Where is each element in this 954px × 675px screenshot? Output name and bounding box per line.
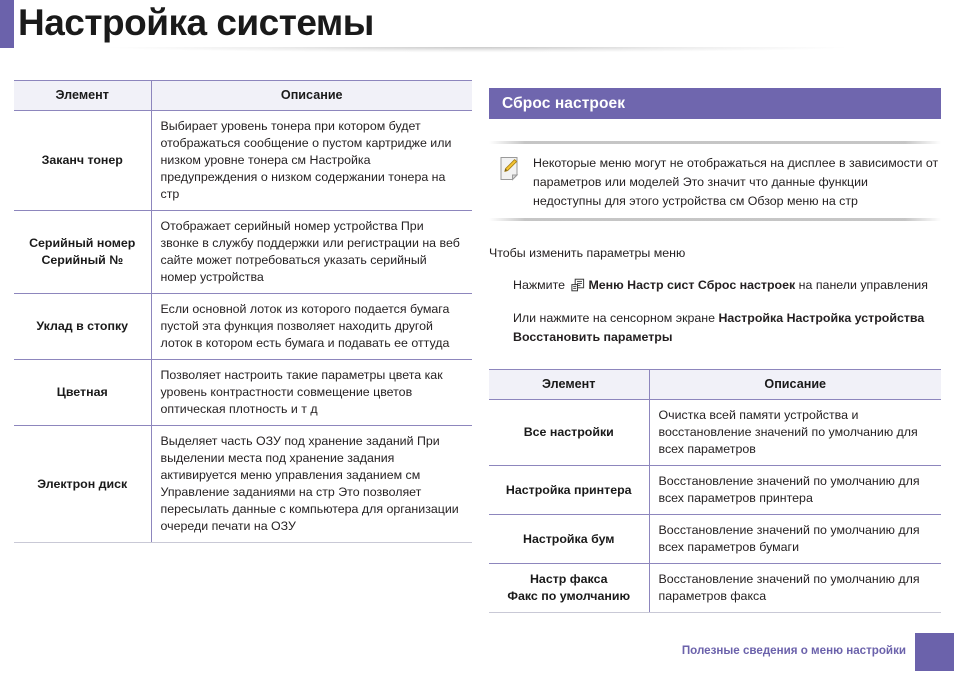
note-rule-bottom	[489, 218, 941, 221]
column-header-item: Элемент	[489, 370, 649, 400]
table-row	[489, 515, 941, 564]
page-title: Настройка системы	[18, 2, 374, 43]
table-row	[489, 466, 941, 515]
table-row	[489, 400, 941, 466]
row-item-cell	[489, 515, 649, 564]
menu-panel-icon	[571, 278, 585, 292]
row-item-cell	[14, 360, 151, 426]
row-description-cell: Восстановление значений по умолчанию для всех параметров принтера	[649, 466, 941, 515]
row-item-sublabel: Факс по умолчанию	[507, 589, 631, 603]
footer-page-number-box	[915, 633, 954, 671]
row-item-label: Уклад в стопку	[36, 319, 129, 333]
table-header-row	[14, 81, 472, 111]
column-header-description: Описание	[151, 81, 472, 111]
row-description-cell: Выделяет часть ОЗУ под хранение заданий При выделении места под хранение задания активируется меню управления заданием см Управление заданиями на стр Это позволяет пересылать данные с компьютера для организации очереди печати на ОЗУ	[151, 426, 472, 543]
left-column	[14, 80, 472, 543]
row-item-cell	[14, 211, 151, 294]
row-item-sublabel: Серийный №	[41, 253, 124, 267]
note-pencil-icon	[499, 156, 523, 182]
step2-bold-device-setup: Настройка устройства	[786, 311, 925, 325]
row-item-cell	[489, 466, 649, 515]
table-row	[14, 111, 472, 211]
step1-bold-menu: Меню	[588, 278, 624, 292]
row-item-label: Настройка бум	[523, 531, 615, 546]
step1-bold-reset-settings: Сброс настроек	[697, 278, 796, 292]
page-header	[0, 0, 954, 60]
step2-bold-restore-params: Восстановить параметры	[513, 330, 673, 344]
note-callout	[489, 141, 941, 221]
row-item-label: Серийный номер	[29, 236, 136, 250]
row-item-label: Цветная	[56, 385, 108, 399]
note-rule-top	[489, 141, 941, 144]
table-row	[489, 564, 941, 613]
section-heading-title: Сброс настроек	[502, 94, 626, 112]
row-description-cell: Выбирает уровень тонера при котором будет отображаться сообщение о пустом картридже или низком уровне тонера см Настройка предупреждения о низком содержании тонера на стр	[151, 111, 472, 211]
row-item-label: Электрон диск	[37, 476, 128, 491]
row-description-cell: Очистка всей памяти устройства и восстановление значений по умолчанию для всех параметров	[649, 400, 941, 466]
row-description-cell: Восстановление значений по умолчанию для параметров факса	[649, 564, 941, 613]
step1-prefix: Нажмите	[513, 278, 569, 292]
column-header-description: Описание	[649, 370, 941, 400]
table-header-row	[489, 370, 941, 400]
row-item-cell	[14, 426, 151, 543]
procedure-lead-text: Чтобы изменить параметры меню	[489, 246, 686, 260]
reset-settings-table	[489, 369, 941, 613]
note-text: Некоторые меню могут не отображаться на дисплее в зависимости от параметров или моделей Это значит что данные функции недоступны для этого устройства см Обзор меню на стр	[533, 156, 939, 208]
column-header-item: Элемент	[14, 81, 151, 111]
table-row	[14, 426, 472, 543]
right-column	[489, 88, 941, 613]
section-heading-bar	[489, 88, 941, 119]
step1-suffix: на панели управления	[795, 278, 928, 292]
row-item-label: Настр факса	[529, 572, 608, 586]
step2-prefix: Или нажмите на сенсорном экране	[513, 311, 719, 325]
procedure-step-1	[513, 276, 941, 295]
table-row	[14, 211, 472, 294]
row-description-cell: Если основной лоток из которого подается бумага пустой эта функция позволяет находить другой лоток в котором есть бумага и подавать ее оттуда	[151, 294, 472, 360]
system-setup-table	[14, 80, 472, 543]
footer-chapter-label: Полезные сведения о меню настройки	[681, 644, 906, 657]
row-description-cell: Отображает серийный номер устройства При звонке в службу поддержки или регистрации на веб сайте может потребоваться указать серийный номер устройства	[151, 211, 472, 294]
table-row	[14, 360, 472, 426]
page-footer	[0, 634, 954, 675]
table-row	[14, 294, 472, 360]
row-item-cell	[14, 111, 151, 211]
title-accent-bar	[0, 0, 14, 48]
row-item-cell	[489, 564, 649, 613]
procedure-step-2	[513, 309, 941, 347]
row-item-cell	[14, 294, 151, 360]
row-item-label: Заканч тонер	[41, 153, 123, 167]
row-item-label: Все настройки	[523, 425, 614, 439]
row-item-label: Настройка принтера	[505, 482, 632, 497]
row-item-cell	[489, 400, 649, 466]
header-divider-shadow	[0, 47, 954, 59]
step2-bold-setup: Настройка	[718, 311, 784, 325]
row-description-cell: Позволяет настроить такие параметры цвета как уровень контрастности совмещение цветов оптическая плотность и т д	[151, 360, 472, 426]
step1-bold-system-settings: Настр сист	[627, 278, 695, 292]
row-description-cell: Восстановление значений по умолчанию для всех параметров бумаги	[649, 515, 941, 564]
